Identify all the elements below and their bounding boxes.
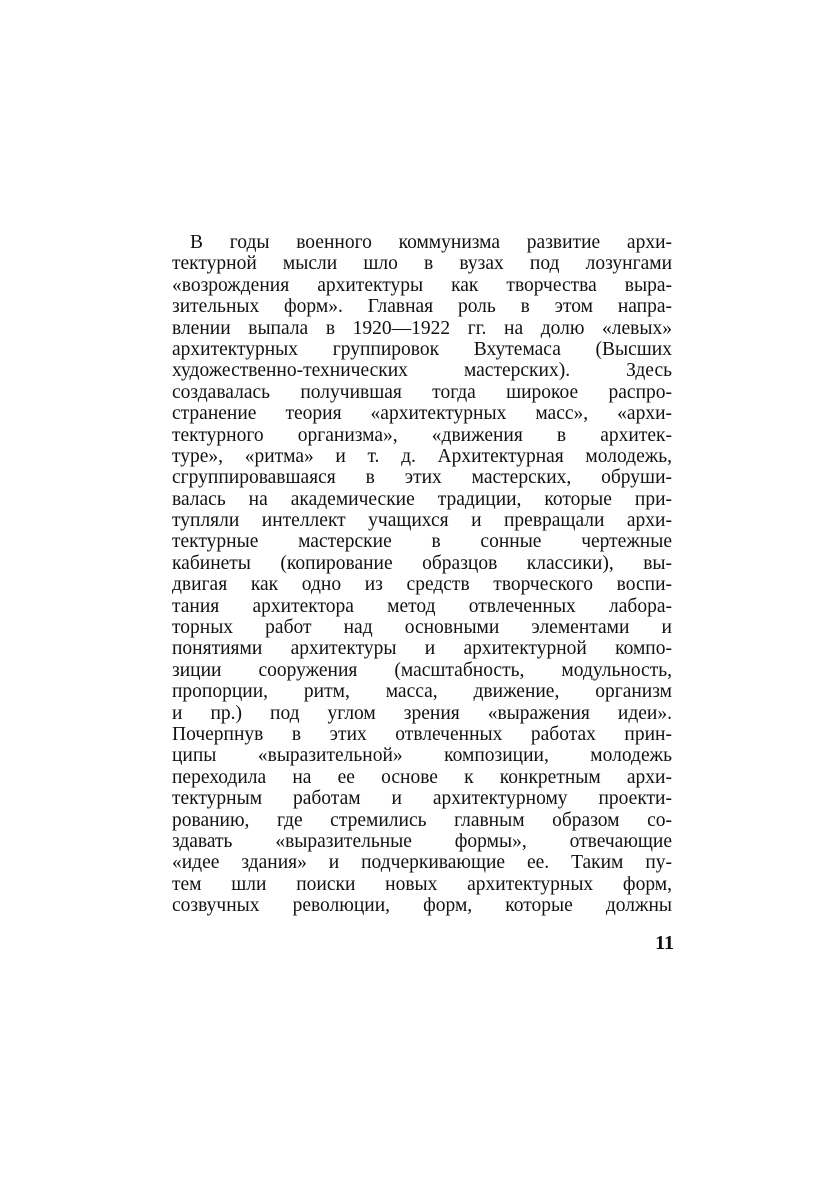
text-line: художественно-технических мастерских). Здесь bbox=[172, 360, 672, 382]
text-line: тупляли интеллект учащихся и превращали архи- bbox=[172, 510, 672, 532]
text-line: валась на академические традиции, которые при- bbox=[172, 488, 672, 510]
text-line: тектурным работам и архитектурному проекти- bbox=[172, 788, 672, 810]
text-line: рованию, где стремились главным образом со- bbox=[172, 809, 672, 831]
text-line: «возрождения архитектуры как творчества выра- bbox=[172, 274, 672, 296]
text-line: торных работ над основными элементами и bbox=[172, 617, 672, 639]
text-line: здавать «выразительные формы», отвечающие bbox=[172, 830, 672, 852]
text-line: туре», «ритма» и т. д. Архитектурная молодежь, bbox=[172, 445, 672, 467]
text-line: влении выпала в 1920—1922 гг. на долю «левых» bbox=[172, 317, 672, 339]
text-line: переходила на ее основе к конкретным архи- bbox=[172, 766, 672, 788]
text-line: пропорции, ритм, масса, движение, организм bbox=[172, 681, 672, 703]
text-line: Почерпнув в этих отвлеченных работах прин- bbox=[172, 723, 672, 745]
text-line: кабинеты (копирование образцов классики), вы- bbox=[172, 552, 672, 574]
text-line: «идее здания» и подчеркивающие ее. Таким пу- bbox=[172, 852, 672, 874]
text-line: архитектурных группировок Вхутемаса (Высших bbox=[172, 338, 672, 360]
text-line: странение теория «архитектурных масс», «архи- bbox=[172, 403, 672, 425]
text-line: В годы военного коммунизма развитие архи- bbox=[190, 232, 672, 253]
text-line: тем шли поиски новых архитектурных форм, bbox=[172, 873, 672, 895]
text-line: тектурные мастерские в сонные чертежные bbox=[172, 531, 672, 553]
text-line: тектурного организма», «движения в архитек- bbox=[172, 424, 672, 446]
page-number: 11 bbox=[655, 932, 674, 954]
body-paragraph bbox=[172, 232, 672, 917]
text-line: зительных форм». Главная роль в этом напра- bbox=[172, 296, 672, 318]
text-line: тания архитектора метод отвлеченных лабора- bbox=[172, 595, 672, 617]
text-line: сгруппировавшаяся в этих мастерских, обруши- bbox=[172, 467, 672, 489]
text-line: созвучных революции, форм, которые должны bbox=[172, 895, 672, 917]
text-line: зиции сооружения (масштабность, модульность, bbox=[172, 659, 672, 681]
text-line: тектурной мысли шло в вузах под лозунгами bbox=[172, 253, 672, 275]
text-line: создавалась получившая тогда широкое распро- bbox=[172, 381, 672, 403]
text-line: ципы «выразительной» композиции, молодежь bbox=[172, 745, 672, 767]
text-line: понятиями архитектуры и архитектурной компо- bbox=[172, 638, 672, 660]
text-line: двигая как одно из средств творческого воспи- bbox=[172, 574, 672, 596]
text-line: и пр.) под углом зрения «выражения идеи». bbox=[172, 702, 672, 724]
